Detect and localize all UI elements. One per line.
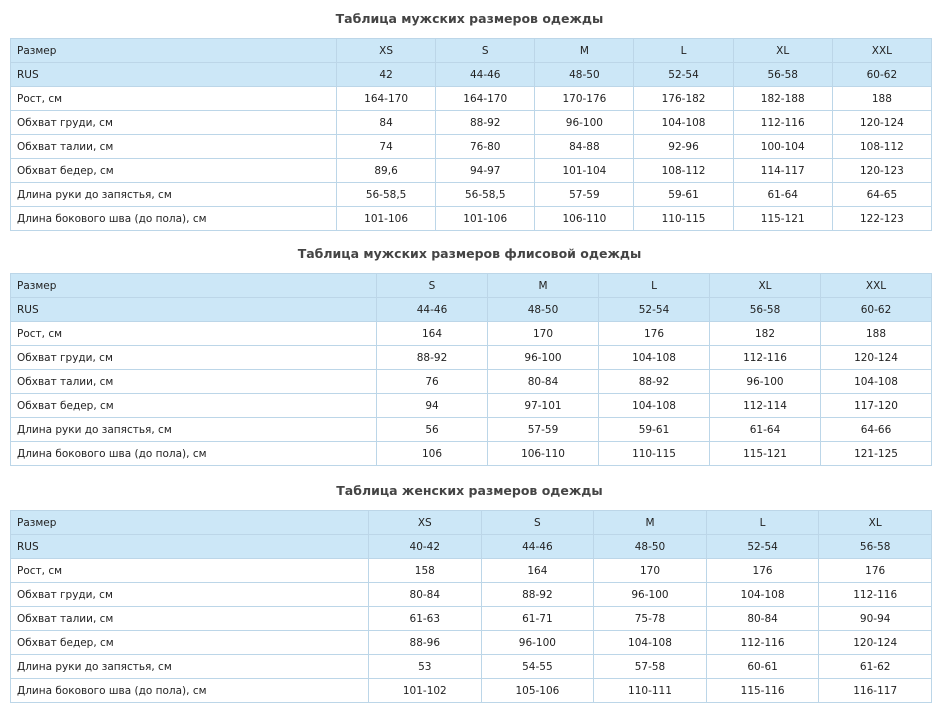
row-label: Длина бокового шва (до пола), см	[11, 679, 369, 703]
size-header-cell: XL	[733, 39, 832, 63]
row-label: Обхват груди, см	[11, 583, 369, 607]
table-cell: 104-108	[594, 631, 707, 655]
table-row	[11, 631, 932, 655]
table-cell: 97-101	[488, 394, 599, 418]
table-cell: 74	[337, 135, 436, 159]
table-cell: 106-110	[488, 442, 599, 466]
table-cell: 164-170	[436, 87, 535, 111]
table-cell: 101-106	[436, 207, 535, 231]
table-row	[11, 679, 932, 703]
table-cell: 52-54	[706, 535, 819, 559]
size-header-cell: XXL	[821, 274, 932, 298]
table-cell: 96-100	[481, 631, 594, 655]
table-cell: 64-66	[821, 418, 932, 442]
table-cell: 96-100	[535, 111, 634, 135]
table-cell: 104-108	[706, 583, 819, 607]
table-row	[11, 87, 932, 111]
row-label: Длина бокового шва (до пола), см	[11, 207, 337, 231]
table-cell: 104-108	[599, 394, 710, 418]
table-cell: 61-63	[369, 607, 482, 631]
row-label: Обхват талии, см	[11, 370, 377, 394]
table-cell: 48-50	[488, 298, 599, 322]
table-cell: 188	[832, 87, 931, 111]
table-cell: 88-92	[377, 346, 488, 370]
table-row	[11, 207, 932, 231]
table-row	[11, 370, 932, 394]
size-header-cell: XS	[337, 39, 436, 63]
size-table-womens	[10, 510, 932, 703]
table-cell: 112-116	[819, 583, 932, 607]
table-cell: 61-71	[481, 607, 594, 631]
table-cell: 101-104	[535, 159, 634, 183]
table-cell: 76	[377, 370, 488, 394]
row-label: Обхват талии, см	[11, 135, 337, 159]
table-cell: 57-59	[488, 418, 599, 442]
table-cell: 106	[377, 442, 488, 466]
row-label: Рост, см	[11, 87, 337, 111]
row-label: Размер	[11, 39, 337, 63]
table-row	[11, 583, 932, 607]
table-cell: 80-84	[369, 583, 482, 607]
table-cell: 42	[337, 63, 436, 87]
size-header-cell: L	[634, 39, 733, 63]
table-cell: 61-62	[819, 655, 932, 679]
table-cell: 59-61	[634, 183, 733, 207]
table-cell: 112-116	[733, 111, 832, 135]
table-cell: 120-124	[821, 346, 932, 370]
row-label: Длина руки до запястья, см	[11, 183, 337, 207]
table-cell: 44-46	[481, 535, 594, 559]
table-cell: 56-58	[710, 298, 821, 322]
table-header-row	[11, 274, 932, 298]
table-row	[11, 111, 932, 135]
table-cell: 106-110	[535, 207, 634, 231]
size-table-mens-fleece	[10, 273, 932, 466]
size-header-cell: L	[599, 274, 710, 298]
row-label: RUS	[11, 298, 377, 322]
table-row	[11, 63, 932, 87]
table-row	[11, 159, 932, 183]
row-label: Обхват груди, см	[11, 346, 377, 370]
table-row	[11, 559, 932, 583]
table-cell: 96-100	[710, 370, 821, 394]
table-cell: 52-54	[599, 298, 710, 322]
table-cell: 188	[821, 322, 932, 346]
table-cell: 92-96	[634, 135, 733, 159]
table-cell: 89,6	[337, 159, 436, 183]
table-cell: 56-58,5	[337, 183, 436, 207]
table-cell: 105-106	[481, 679, 594, 703]
table-cell: 59-61	[599, 418, 710, 442]
row-label: Длина бокового шва (до пола), см	[11, 442, 377, 466]
table-cell: 170	[594, 559, 707, 583]
table-cell: 176	[819, 559, 932, 583]
table-cell: 48-50	[594, 535, 707, 559]
table-cell: 56	[377, 418, 488, 442]
table-row	[11, 535, 932, 559]
table-cell: 104-108	[634, 111, 733, 135]
table-cell: 115-116	[706, 679, 819, 703]
table-cell: 115-121	[733, 207, 832, 231]
table-cell: 75-78	[594, 607, 707, 631]
table-cell: 56-58	[819, 535, 932, 559]
table-cell: 182	[710, 322, 821, 346]
table-cell: 116-117	[819, 679, 932, 703]
table-cell: 158	[369, 559, 482, 583]
row-label: Длина руки до запястья, см	[11, 418, 377, 442]
table-cell: 94	[377, 394, 488, 418]
table-cell: 110-111	[594, 679, 707, 703]
size-header-cell: XS	[369, 511, 482, 535]
table-cell: 61-64	[733, 183, 832, 207]
table-cell: 117-120	[821, 394, 932, 418]
size-header-cell: S	[436, 39, 535, 63]
row-label: Обхват талии, см	[11, 607, 369, 631]
table-cell: 164	[377, 322, 488, 346]
table-cell: 115-121	[710, 442, 821, 466]
size-header-cell: XXL	[832, 39, 931, 63]
table-row	[11, 655, 932, 679]
row-label: Рост, см	[11, 322, 377, 346]
table-title-mens-fleece: Таблица мужских размеров флисовой одежды	[297, 246, 642, 261]
table-cell: 112-116	[710, 346, 821, 370]
table-cell: 182-188	[733, 87, 832, 111]
size-header-cell: S	[377, 274, 488, 298]
table-title-mens: Таблица мужских размеров одежды	[335, 11, 604, 26]
size-header-cell: L	[706, 511, 819, 535]
table-row	[11, 418, 932, 442]
table-row	[11, 346, 932, 370]
table-cell: 114-117	[733, 159, 832, 183]
table-row	[11, 322, 932, 346]
size-header-cell: M	[535, 39, 634, 63]
table-row	[11, 607, 932, 631]
table-cell: 57-58	[594, 655, 707, 679]
table-cell: 84	[337, 111, 436, 135]
table-cell: 90-94	[819, 607, 932, 631]
table-cell: 96-100	[488, 346, 599, 370]
table-cell: 40-42	[369, 535, 482, 559]
row-label: Обхват груди, см	[11, 111, 337, 135]
table-cell: 170	[488, 322, 599, 346]
table-cell: 120-123	[832, 159, 931, 183]
row-label: RUS	[11, 63, 337, 87]
table-cell: 94-97	[436, 159, 535, 183]
table-cell: 110-115	[634, 207, 733, 231]
table-cell: 44-46	[436, 63, 535, 87]
table-cell: 44-46	[377, 298, 488, 322]
table-cell: 121-125	[821, 442, 932, 466]
table-cell: 60-62	[832, 63, 931, 87]
row-label: Рост, см	[11, 559, 369, 583]
table-cell: 76-80	[436, 135, 535, 159]
table-cell: 60-62	[821, 298, 932, 322]
table-row	[11, 442, 932, 466]
table-header-row	[11, 39, 932, 63]
size-header-cell: XL	[819, 511, 932, 535]
table-cell: 96-100	[594, 583, 707, 607]
table-cell: 120-124	[832, 111, 931, 135]
row-label: Обхват бедер, см	[11, 394, 377, 418]
table-cell: 52-54	[634, 63, 733, 87]
size-header-cell: M	[488, 274, 599, 298]
row-label: Размер	[11, 274, 377, 298]
table-cell: 88-96	[369, 631, 482, 655]
row-label: Обхват бедер, см	[11, 159, 337, 183]
table-cell: 80-84	[706, 607, 819, 631]
row-label: Обхват бедер, см	[11, 631, 369, 655]
row-label: Размер	[11, 511, 369, 535]
table-cell: 80-84	[488, 370, 599, 394]
table-title-womens: Таблица женских размеров одежды	[336, 483, 603, 498]
table-cell: 101-102	[369, 679, 482, 703]
table-cell: 60-61	[706, 655, 819, 679]
table-cell: 176	[706, 559, 819, 583]
table-cell: 61-64	[710, 418, 821, 442]
size-header-cell: XL	[710, 274, 821, 298]
table-cell: 104-108	[599, 346, 710, 370]
table-row	[11, 135, 932, 159]
table-cell: 88-92	[599, 370, 710, 394]
table-row	[11, 298, 932, 322]
table-cell: 100-104	[733, 135, 832, 159]
table-cell: 170-176	[535, 87, 634, 111]
table-cell: 122-123	[832, 207, 931, 231]
table-cell: 84-88	[535, 135, 634, 159]
size-table-mens	[10, 38, 932, 231]
table-cell: 57-59	[535, 183, 634, 207]
table-header-row	[11, 511, 932, 535]
table-cell: 104-108	[821, 370, 932, 394]
table-cell: 120-124	[819, 631, 932, 655]
table-cell: 64-65	[832, 183, 931, 207]
table-cell: 108-112	[634, 159, 733, 183]
table-cell: 54-55	[481, 655, 594, 679]
table-cell: 164	[481, 559, 594, 583]
table-cell: 112-114	[710, 394, 821, 418]
table-cell: 164-170	[337, 87, 436, 111]
table-cell: 48-50	[535, 63, 634, 87]
row-label: Длина руки до запястья, см	[11, 655, 369, 679]
table-cell: 108-112	[832, 135, 931, 159]
table-cell: 176	[599, 322, 710, 346]
table-row	[11, 394, 932, 418]
size-header-cell: S	[481, 511, 594, 535]
row-label: RUS	[11, 535, 369, 559]
size-header-cell: M	[594, 511, 707, 535]
table-cell: 176-182	[634, 87, 733, 111]
table-cell: 110-115	[599, 442, 710, 466]
table-cell: 53	[369, 655, 482, 679]
table-cell: 88-92	[436, 111, 535, 135]
table-cell: 56-58,5	[436, 183, 535, 207]
table-cell: 101-106	[337, 207, 436, 231]
table-cell: 88-92	[481, 583, 594, 607]
table-row	[11, 183, 932, 207]
table-cell: 112-116	[706, 631, 819, 655]
table-cell: 56-58	[733, 63, 832, 87]
